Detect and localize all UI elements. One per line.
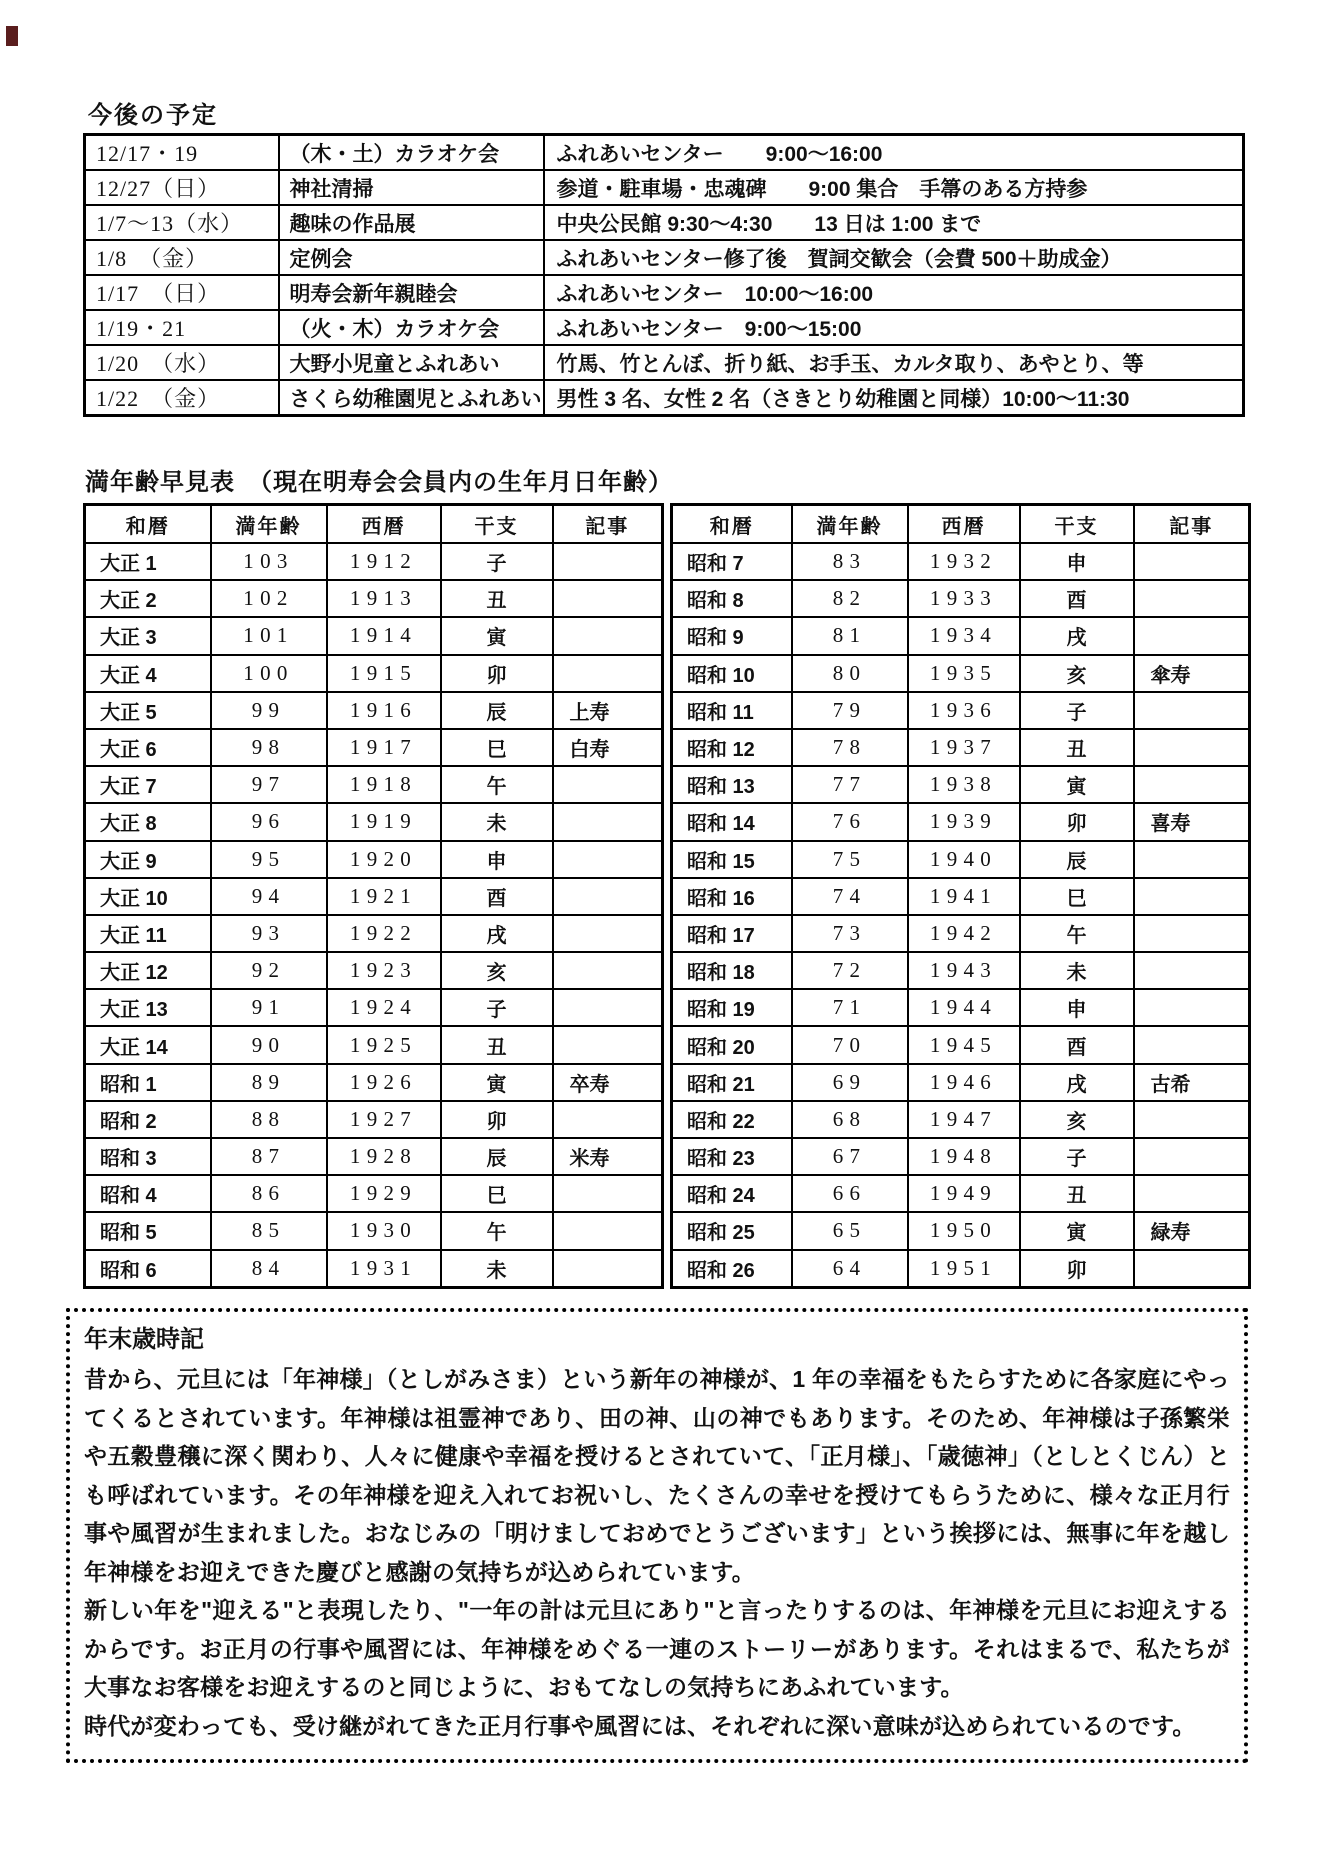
schedule-event-cell: 趣味の作品展	[279, 205, 544, 240]
age-row	[85, 1138, 663, 1175]
note-cell	[1134, 617, 1250, 654]
wareki-cell: 大正 1	[85, 543, 211, 580]
eto-cell: 未	[1020, 952, 1134, 989]
eto-cell: 丑	[441, 580, 553, 617]
age-row	[85, 1101, 663, 1138]
schedule-row	[85, 275, 1244, 310]
year-cell: 1929	[327, 1175, 441, 1212]
schedule-date-cell: 1/8 （金）	[85, 240, 279, 275]
age-cell: 77	[792, 766, 908, 803]
eto-cell: 申	[441, 841, 553, 878]
note-cell	[553, 766, 663, 803]
age-cell: 98	[211, 729, 327, 766]
age-cell: 67	[792, 1138, 908, 1175]
age-cell: 103	[211, 543, 327, 580]
schedule-detail-cell: ふれあいセンター 10:00～16:00	[544, 275, 1244, 310]
note-cell	[1134, 1101, 1250, 1138]
age-header-cell: 西暦	[327, 505, 441, 544]
year-cell: 1919	[327, 803, 441, 840]
age-table-title: 満年齢早見表 （現在明寿会会員内の生年月日年齢）	[85, 469, 673, 496]
year-cell: 1937	[908, 729, 1020, 766]
schedule-event-cell: さくら幼稚園児とふれあい	[279, 380, 544, 416]
age-cell: 102	[211, 580, 327, 617]
age-row	[85, 617, 663, 654]
age-header-row	[85, 505, 663, 544]
year-cell: 1914	[327, 617, 441, 654]
note-cell	[553, 878, 663, 915]
wareki-cell: 大正 10	[85, 878, 211, 915]
schedule-event-cell: 定例会	[279, 240, 544, 275]
wareki-cell: 昭和 10	[672, 655, 792, 692]
schedule-event-cell: （火・木）カラオケ会	[279, 310, 544, 345]
year-cell: 1933	[908, 580, 1020, 617]
schedule-detail-cell: ふれあいセンター 9:00～15:00	[544, 310, 1244, 345]
age-row	[672, 1212, 1250, 1249]
eto-cell: 辰	[441, 1138, 553, 1175]
schedule-row	[85, 240, 1244, 275]
age-cell: 96	[211, 803, 327, 840]
age-cell: 81	[792, 617, 908, 654]
note-cell	[1134, 841, 1250, 878]
age-header-cell: 干支	[1020, 505, 1134, 544]
wareki-cell: 昭和 23	[672, 1138, 792, 1175]
wareki-cell: 昭和 8	[672, 580, 792, 617]
year-cell: 1947	[908, 1101, 1020, 1138]
note-cell	[553, 915, 663, 952]
eto-cell: 戌	[1020, 617, 1134, 654]
age-cell: 71	[792, 989, 908, 1026]
schedule-table	[83, 133, 1245, 417]
year-cell: 1913	[327, 580, 441, 617]
year-cell: 1923	[327, 952, 441, 989]
age-header-cell: 和暦	[85, 505, 211, 544]
year-cell: 1940	[908, 841, 1020, 878]
age-cell: 85	[211, 1212, 327, 1249]
year-cell: 1934	[908, 617, 1020, 654]
year-cell: 1944	[908, 989, 1020, 1026]
year-cell: 1918	[327, 766, 441, 803]
year-cell: 1942	[908, 915, 1020, 952]
schedule-row	[85, 135, 1244, 171]
year-cell: 1951	[908, 1250, 1020, 1288]
age-row	[672, 692, 1250, 729]
year-cell: 1928	[327, 1138, 441, 1175]
age-row	[672, 543, 1250, 580]
note-cell	[553, 1026, 663, 1063]
year-cell: 1950	[908, 1212, 1020, 1249]
age-cell: 72	[792, 952, 908, 989]
note-cell	[1134, 1250, 1250, 1288]
eto-cell: 子	[1020, 1138, 1134, 1175]
year-cell: 1931	[327, 1250, 441, 1288]
year-cell: 1945	[908, 1026, 1020, 1063]
eto-cell: 戌	[1020, 1064, 1134, 1101]
note-cell	[1134, 543, 1250, 580]
note-cell	[553, 841, 663, 878]
wareki-cell: 昭和 19	[672, 989, 792, 1026]
year-cell: 1926	[327, 1064, 441, 1101]
wareki-cell: 大正 4	[85, 655, 211, 692]
age-row	[672, 915, 1250, 952]
age-cell: 95	[211, 841, 327, 878]
age-row	[85, 1250, 663, 1288]
note-cell	[553, 803, 663, 840]
wareki-cell: 昭和 21	[672, 1064, 792, 1101]
age-row	[672, 617, 1250, 654]
note-cell	[553, 617, 663, 654]
age-cell: 88	[211, 1101, 327, 1138]
essay-paragraph: 時代が変わっても、受け継がれてきた正月行事や風習には、それぞれに深い意味が込められているのです。	[84, 1712, 1196, 1739]
eto-cell: 卯	[441, 655, 553, 692]
wareki-cell: 大正 8	[85, 803, 211, 840]
eto-cell: 午	[1020, 915, 1134, 952]
age-row	[672, 952, 1250, 989]
age-cell: 100	[211, 655, 327, 692]
age-row	[672, 766, 1250, 803]
schedule-title: 今後の予定	[88, 102, 218, 129]
age-row	[85, 655, 663, 692]
age-row	[85, 1175, 663, 1212]
note-cell	[1134, 989, 1250, 1026]
year-cell: 1920	[327, 841, 441, 878]
wareki-cell: 昭和 22	[672, 1101, 792, 1138]
eto-cell: 戌	[441, 915, 553, 952]
age-row	[85, 1212, 663, 1249]
essay-paragraph: 昔から、元旦には「年神様」（としがみさま）という新年の神様が、1 年の幸福をもたらすために各家庭にやってくるとされています。年神様は祖霊神であり、田の神、山の神でもあります。そのため、年神様は子孫繁栄や五穀豊穣に深く関わり、人々に健康や幸福を授けるとされていて、「正月様」、「歳徳神」（としとくじん）とも呼ばれています。その年神様を迎え入れてお祝いし、たくさんの幸せを授けてもらうために、様々な正月行事や風習が生まれました。おなじみの「明けましておめでとうございます」という挨拶には、無事に年を越し年神様をお迎えできた慶びと感謝の気持ちが込められています。	[84, 1366, 1230, 1585]
wareki-cell: 昭和 11	[672, 692, 792, 729]
wareki-cell: 昭和 1	[85, 1064, 211, 1101]
note-cell	[553, 1250, 663, 1288]
wareki-cell: 大正 9	[85, 841, 211, 878]
age-cell: 90	[211, 1026, 327, 1063]
year-cell: 1930	[327, 1212, 441, 1249]
eto-cell: 辰	[1020, 841, 1134, 878]
age-header-cell: 干支	[441, 505, 553, 544]
age-row	[85, 1026, 663, 1063]
schedule-row	[85, 170, 1244, 205]
wareki-cell: 昭和 9	[672, 617, 792, 654]
wareki-cell: 大正 6	[85, 729, 211, 766]
age-row	[85, 989, 663, 1026]
year-cell: 1935	[908, 655, 1020, 692]
age-row	[85, 692, 663, 729]
wareki-cell: 昭和 16	[672, 878, 792, 915]
schedule-date-cell: 1/22 （金）	[85, 380, 279, 416]
note-cell: 傘寿	[1134, 655, 1250, 692]
eto-cell: 酉	[1020, 580, 1134, 617]
eto-cell: 巳	[1020, 878, 1134, 915]
schedule-row	[85, 345, 1244, 380]
schedule-date-cell: 1/20 （水）	[85, 345, 279, 380]
eto-cell: 丑	[1020, 729, 1134, 766]
age-tables	[83, 503, 1245, 1289]
age-cell: 80	[792, 655, 908, 692]
schedule-date-cell: 1/19・21	[85, 310, 279, 345]
essay-box	[66, 1308, 1248, 1763]
wareki-cell: 昭和 3	[85, 1138, 211, 1175]
eto-cell: 午	[441, 766, 553, 803]
year-cell: 1917	[327, 729, 441, 766]
wareki-cell: 大正 7	[85, 766, 211, 803]
wareki-cell: 大正 3	[85, 617, 211, 654]
wareki-cell: 大正 5	[85, 692, 211, 729]
note-cell	[1134, 1026, 1250, 1063]
eto-cell: 未	[441, 1250, 553, 1288]
note-cell: 喜寿	[1134, 803, 1250, 840]
schedule-detail-cell: 参道・駐車場・忠魂碑 9:00 集合 手箒のある方持参	[544, 170, 1244, 205]
age-cell: 78	[792, 729, 908, 766]
year-cell: 1943	[908, 952, 1020, 989]
age-row	[672, 1250, 1250, 1288]
wareki-cell: 昭和 24	[672, 1175, 792, 1212]
note-cell	[553, 952, 663, 989]
age-row	[85, 878, 663, 915]
year-cell: 1932	[908, 543, 1020, 580]
year-cell: 1949	[908, 1175, 1020, 1212]
age-row	[672, 1101, 1250, 1138]
year-cell: 1927	[327, 1101, 441, 1138]
wareki-cell: 昭和 6	[85, 1250, 211, 1288]
red-corner-mark	[6, 26, 18, 46]
age-cell: 69	[792, 1064, 908, 1101]
year-cell: 1936	[908, 692, 1020, 729]
eto-cell: 亥	[1020, 655, 1134, 692]
year-cell: 1924	[327, 989, 441, 1026]
note-cell	[1134, 580, 1250, 617]
age-row	[85, 915, 663, 952]
note-cell	[553, 1212, 663, 1249]
age-row	[85, 841, 663, 878]
age-row	[672, 1175, 1250, 1212]
note-cell: 緑寿	[1134, 1212, 1250, 1249]
age-cell: 68	[792, 1101, 908, 1138]
note-cell	[1134, 1138, 1250, 1175]
year-cell: 1915	[327, 655, 441, 692]
wareki-cell: 大正 11	[85, 915, 211, 952]
wareki-cell: 昭和 12	[672, 729, 792, 766]
wareki-cell: 昭和 26	[672, 1250, 792, 1288]
eto-cell: 子	[1020, 692, 1134, 729]
year-cell: 1938	[908, 766, 1020, 803]
year-cell: 1946	[908, 1064, 1020, 1101]
age-row	[672, 580, 1250, 617]
essay-paragraph: 新しい年を"迎える"と表現したり、"一年の計は元旦にあり"と言ったりするのは、年神様を元旦にお迎えするからです。お正月の行事や風習には、年神様をめぐる一連のストーリーがあります。それはまるで、私たちが大事なお客様をお迎えするのと同じように、おもてなしの気持ちにあふれています。	[84, 1597, 1230, 1700]
year-cell: 1912	[327, 543, 441, 580]
schedule-row	[85, 380, 1244, 416]
age-cell: 91	[211, 989, 327, 1026]
age-cell: 73	[792, 915, 908, 952]
wareki-cell: 昭和 4	[85, 1175, 211, 1212]
note-cell	[1134, 878, 1250, 915]
note-cell	[553, 543, 663, 580]
age-cell: 89	[211, 1064, 327, 1101]
wareki-cell: 大正 2	[85, 580, 211, 617]
schedule-date-cell: 1/17 （日）	[85, 275, 279, 310]
eto-cell: 午	[441, 1212, 553, 1249]
age-cell: 75	[792, 841, 908, 878]
wareki-cell: 大正 13	[85, 989, 211, 1026]
note-cell	[1134, 692, 1250, 729]
wareki-cell: 昭和 7	[672, 543, 792, 580]
note-cell	[553, 1175, 663, 1212]
age-row	[672, 989, 1250, 1026]
age-row	[672, 1138, 1250, 1175]
eto-cell: 申	[1020, 989, 1134, 1026]
eto-cell: 酉	[1020, 1026, 1134, 1063]
note-cell	[553, 655, 663, 692]
age-cell: 101	[211, 617, 327, 654]
age-row	[672, 655, 1250, 692]
age-cell: 93	[211, 915, 327, 952]
eto-cell: 卯	[1020, 803, 1134, 840]
schedule-date-cell: 12/17・19	[85, 135, 279, 171]
age-header-cell: 満年齢	[211, 505, 327, 544]
wareki-cell: 昭和 15	[672, 841, 792, 878]
schedule-date-cell: 12/27（日）	[85, 170, 279, 205]
year-cell: 1922	[327, 915, 441, 952]
age-cell: 92	[211, 952, 327, 989]
age-cell: 87	[211, 1138, 327, 1175]
age-cell: 84	[211, 1250, 327, 1288]
age-row	[85, 729, 663, 766]
age-row	[85, 580, 663, 617]
eto-cell: 辰	[441, 692, 553, 729]
schedule-detail-cell: 男性 3 名、女性 2 名（さきとり幼稚園と同様）10:00～11:30	[544, 380, 1244, 416]
age-header-cell: 記事	[553, 505, 663, 544]
age-row	[85, 952, 663, 989]
age-cell: 66	[792, 1175, 908, 1212]
age-header-cell: 記事	[1134, 505, 1250, 544]
essay-title: 年末歳時記	[84, 1326, 204, 1353]
schedule-row	[85, 310, 1244, 345]
eto-cell: 亥	[441, 952, 553, 989]
wareki-cell: 昭和 20	[672, 1026, 792, 1063]
note-cell: 白寿	[553, 729, 663, 766]
eto-cell: 寅	[441, 617, 553, 654]
age-cell: 83	[792, 543, 908, 580]
age-row	[672, 841, 1250, 878]
age-cell: 64	[792, 1250, 908, 1288]
age-row	[672, 878, 1250, 915]
age-cell: 99	[211, 692, 327, 729]
age-cell: 74	[792, 878, 908, 915]
eto-cell: 卯	[1020, 1250, 1134, 1288]
age-row	[672, 729, 1250, 766]
age-row	[672, 803, 1250, 840]
wareki-cell: 昭和 5	[85, 1212, 211, 1249]
note-cell: 卒寿	[553, 1064, 663, 1101]
eto-cell: 丑	[441, 1026, 553, 1063]
schedule-detail-cell: 中央公民館 9:30～4:30 13 日は 1:00 まで	[544, 205, 1244, 240]
schedule-event-cell: 神社清掃	[279, 170, 544, 205]
age-row	[85, 1064, 663, 1101]
note-cell	[553, 580, 663, 617]
note-cell: 上寿	[553, 692, 663, 729]
eto-cell: 寅	[441, 1064, 553, 1101]
age-row	[85, 543, 663, 580]
schedule-row	[85, 205, 1244, 240]
eto-cell: 丑	[1020, 1175, 1134, 1212]
age-cell: 82	[792, 580, 908, 617]
age-row	[672, 1064, 1250, 1101]
schedule-event-cell: （木・土）カラオケ会	[279, 135, 544, 171]
age-cell: 79	[792, 692, 908, 729]
eto-cell: 卯	[441, 1101, 553, 1138]
year-cell: 1941	[908, 878, 1020, 915]
schedule-date-cell: 1/7～13（水）	[85, 205, 279, 240]
wareki-cell: 昭和 17	[672, 915, 792, 952]
wareki-cell: 昭和 14	[672, 803, 792, 840]
age-table-left	[83, 503, 664, 1289]
eto-cell: 酉	[441, 878, 553, 915]
note-cell	[553, 989, 663, 1026]
schedule-event-cell: 大野小児童とふれあい	[279, 345, 544, 380]
year-cell: 1948	[908, 1138, 1020, 1175]
eto-cell: 巳	[441, 729, 553, 766]
age-row	[672, 1026, 1250, 1063]
age-cell: 97	[211, 766, 327, 803]
note-cell	[1134, 1175, 1250, 1212]
wareki-cell: 昭和 13	[672, 766, 792, 803]
age-header-cell: 満年齢	[792, 505, 908, 544]
wareki-cell: 昭和 18	[672, 952, 792, 989]
age-cell: 94	[211, 878, 327, 915]
year-cell: 1925	[327, 1026, 441, 1063]
age-cell: 70	[792, 1026, 908, 1063]
age-cell: 76	[792, 803, 908, 840]
eto-cell: 申	[1020, 543, 1134, 580]
note-cell: 米寿	[553, 1138, 663, 1175]
eto-cell: 亥	[1020, 1101, 1134, 1138]
schedule-detail-cell: ふれあいセンター修了後 賀詞交歓会（会費 500＋助成金）	[544, 240, 1244, 275]
eto-cell: 寅	[1020, 1212, 1134, 1249]
eto-cell: 寅	[1020, 766, 1134, 803]
year-cell: 1939	[908, 803, 1020, 840]
eto-cell: 巳	[441, 1175, 553, 1212]
note-cell	[1134, 952, 1250, 989]
wareki-cell: 大正 12	[85, 952, 211, 989]
age-row	[85, 803, 663, 840]
age-header-cell: 和暦	[672, 505, 792, 544]
year-cell: 1921	[327, 878, 441, 915]
wareki-cell: 昭和 25	[672, 1212, 792, 1249]
note-cell	[1134, 915, 1250, 952]
age-cell: 86	[211, 1175, 327, 1212]
eto-cell: 子	[441, 989, 553, 1026]
eto-cell: 子	[441, 543, 553, 580]
schedule-detail-cell: 竹馬、竹とんぼ、折り紙、お手玉、カルタ取り、あやとり、等	[544, 345, 1244, 380]
note-cell	[1134, 766, 1250, 803]
schedule-event-cell: 明寿会新年親睦会	[279, 275, 544, 310]
age-header-cell: 西暦	[908, 505, 1020, 544]
note-cell	[1134, 729, 1250, 766]
age-header-row	[672, 505, 1250, 544]
wareki-cell: 昭和 2	[85, 1101, 211, 1138]
age-cell: 65	[792, 1212, 908, 1249]
age-row	[85, 766, 663, 803]
note-cell: 古希	[1134, 1064, 1250, 1101]
note-cell	[553, 1101, 663, 1138]
schedule-detail-cell: ふれあいセンター 9:00～16:00	[544, 135, 1244, 171]
year-cell: 1916	[327, 692, 441, 729]
wareki-cell: 大正 14	[85, 1026, 211, 1063]
age-table-right	[670, 503, 1251, 1289]
eto-cell: 未	[441, 803, 553, 840]
